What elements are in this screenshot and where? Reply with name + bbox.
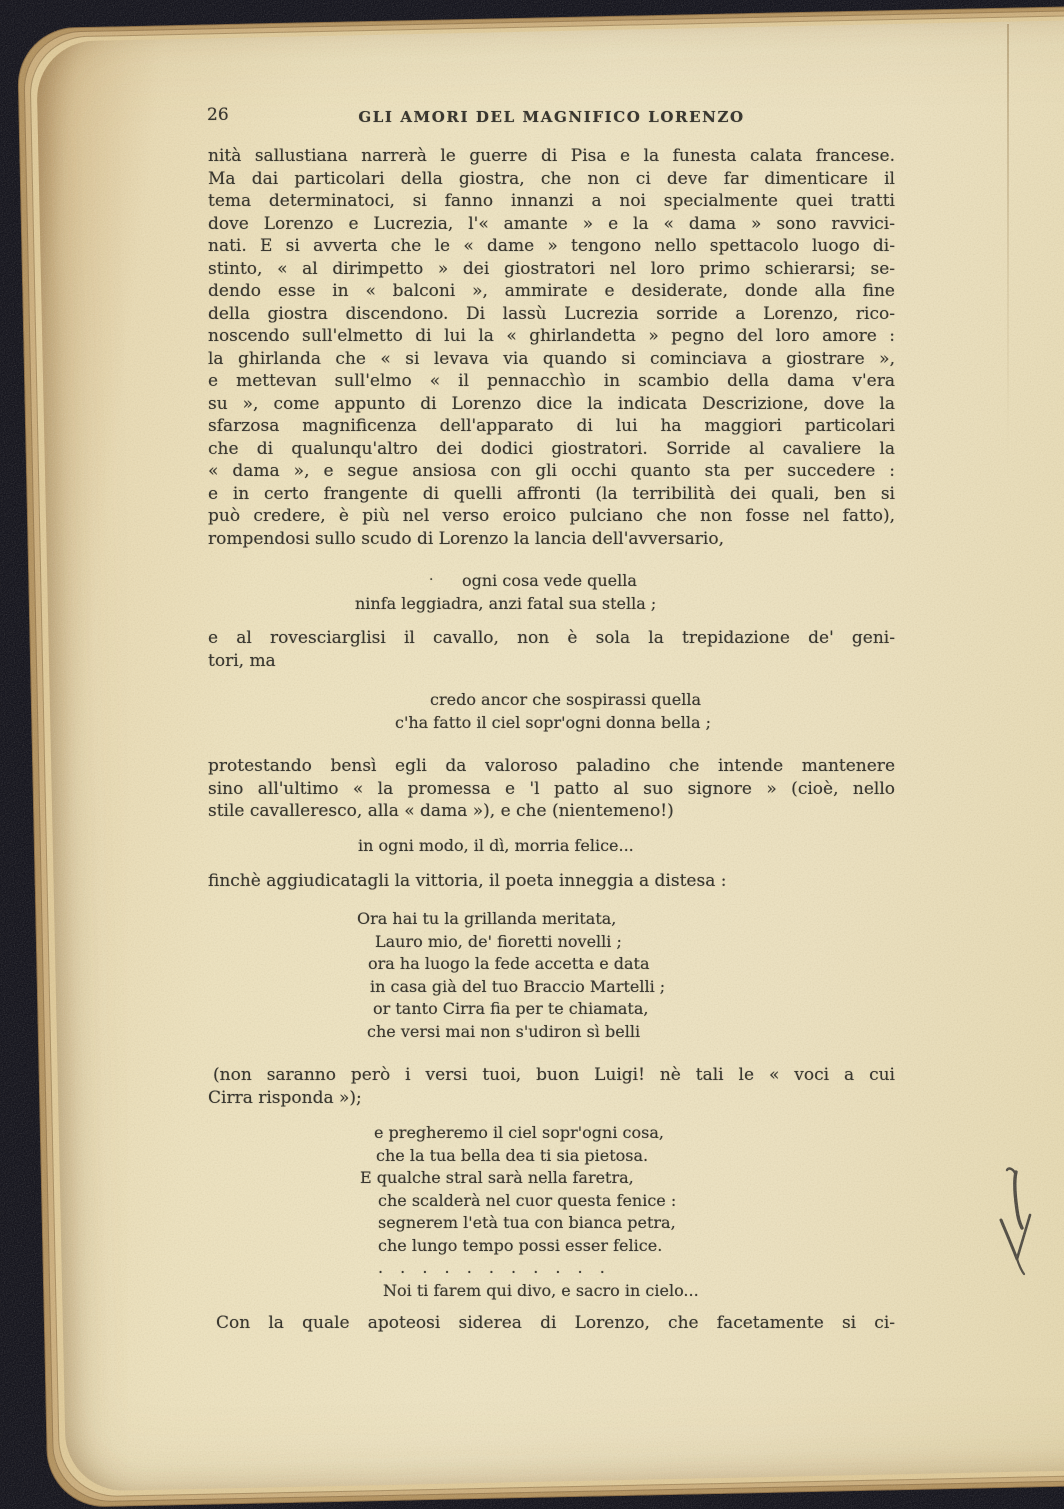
prose-paragraph: [208, 755, 895, 823]
text-line: or tanto Cirra fia per te chiamata,: [373, 999, 649, 1018]
prose-paragraph: [208, 627, 895, 672]
text-line: Con la quale apoteosi siderea di Lorenzo, che facetamente si ci-: [216, 1313, 895, 1333]
text-line: Ma dai particolari della giostra, che non ci deve far dimenticare il: [208, 168, 895, 189]
text-line: (non saranno però i versi tuoi, buon Luigi! nè tali le « voci a cui: [213, 1065, 895, 1085]
text-line: nati. E si avverta che le « dame » tengono nello spettacolo luogo di-: [208, 236, 895, 256]
text-line: sfarzosa magnificenza dell'apparato di lui ha maggiori particolari: [208, 416, 895, 436]
text-line: E qualche stral sarà nella faretra,: [360, 1168, 634, 1187]
verse-quote: [208, 835, 895, 858]
page-number: 26: [207, 105, 229, 125]
text-line: che scalderà nel cuor questa fenice :: [378, 1190, 677, 1210]
verse-quote: [208, 908, 895, 1043]
text-line: e mettevan sull'elmo « il pennacchìo in scambio della dama v'era: [208, 371, 895, 391]
text-line: segnerem l'età tua con bianca petra,: [378, 1213, 676, 1232]
verse-quote: [208, 570, 895, 615]
text-line: ogni cosa vede quella: [462, 571, 637, 590]
prose-paragraph: [208, 1312, 895, 1335]
text-line: sino all'ultimo « la promessa e 'l patto al suo signore » (cioè, nello: [208, 778, 895, 799]
text-line: in ogni modo, il dì, morria felice...: [358, 836, 634, 855]
prose-paragraph: [208, 1064, 895, 1109]
text-line: che la tua bella dea ti sia pietosa.: [376, 1145, 649, 1165]
text-line: su », come appunto di Lorenzo dice la indicata Descrizione, dove la: [208, 393, 895, 414]
text-line: ora ha luogo la fede accetta e data: [368, 954, 650, 973]
text-line: tema determinatoci, si fanno innanzi a noi specialmente quei tratti: [208, 191, 895, 211]
text-line: « dama », e segue ansiosa con gli occhi quanto sta per succedere :: [208, 461, 895, 481]
prose-paragraph: [208, 145, 895, 550]
text-line: tori, ma: [208, 650, 276, 671]
text-line: protestando bensì egli da valoroso paladino che intende mantenere: [208, 756, 895, 776]
ink-speck: ·: [429, 572, 434, 588]
verse-quote: [208, 1122, 895, 1302]
text-line: . . . . . . . . . . .: [378, 1258, 606, 1277]
text-line: stinto, « al dirimpetto » dei giostratori nel loro primo schierarsi; se-: [208, 258, 895, 279]
text-line: Lauro mio, de' fioretti novelli ;: [375, 931, 622, 951]
prose-paragraph: [208, 870, 895, 893]
text-line: e pregheremo il ciel sopr'ogni cosa,: [374, 1123, 664, 1142]
text-line: la ghirlanda che « si levava via quando si cominciava a giostrare »,: [208, 348, 895, 369]
text-line: rompendosi sullo scudo di Lorenzo la lancia dell'avversario,: [208, 528, 725, 549]
text-line: c'ha fatto il ciel sopr'ogni donna bella ;: [395, 712, 711, 732]
text-line: credo ancor che sospirassi quella: [430, 690, 702, 709]
text-line: può credere, è più nel verso eroico pulciano che non fosse nel fatto),: [208, 506, 895, 526]
text-line: che di qualunqu'altro dei dodici giostratori. Sorride al cavaliere la: [208, 438, 895, 459]
text-line: in casa già del tuo Braccio Martelli ;: [370, 976, 666, 996]
text-line: Cirra risponda »);: [208, 1087, 362, 1108]
text-line: Ora hai tu la grillanda meritata,: [357, 909, 617, 928]
text-line: nità sallustiana narrerà le guerre di Pisa e la funesta calata francese.: [208, 146, 895, 166]
text-line: Noi ti farem qui divo, e sacro in cielo...: [383, 1280, 699, 1300]
text-line: e al rovesciarglisi il cavallo, non è sola la trepidazione de' geni-: [208, 628, 895, 648]
text-line: che lungo tempo possi esser felice.: [378, 1235, 663, 1255]
text-line: dove Lorenzo e Lucrezia, l'« amante » e la « dama » sono ravvici-: [208, 213, 895, 234]
text-line: stile cavalleresco, alla « dama »), e che (nientemeno!): [208, 801, 674, 821]
verse-quote: [208, 689, 895, 734]
text-line: noscendo sull'elmetto di lui la « ghirlandetta » pegno del loro amore :: [208, 326, 895, 346]
running-title: GLI AMORI DEL MAGNIFICO LORENZO: [358, 108, 745, 126]
text-line: e in certo frangente di quelli affronti (la terribilità dei quali, ben si: [208, 483, 895, 504]
margin-pen-mark-icon: [994, 1156, 1044, 1276]
text-line: della giostra discendono. Di lassù Lucrezia sorride a Lorenzo, rico-: [208, 303, 895, 324]
text-line: finchè aggiudicatagli la vittoria, il poeta inneggia a distesa :: [208, 871, 727, 891]
text-line: che versi mai non s'udiron sì belli: [367, 1021, 641, 1041]
text-line: ninfa leggiadra, anzi fatal sua stella ;: [355, 593, 657, 613]
text-line: dendo esse in « balconi », ammirate e desiderate, donde alla fine: [208, 281, 895, 301]
